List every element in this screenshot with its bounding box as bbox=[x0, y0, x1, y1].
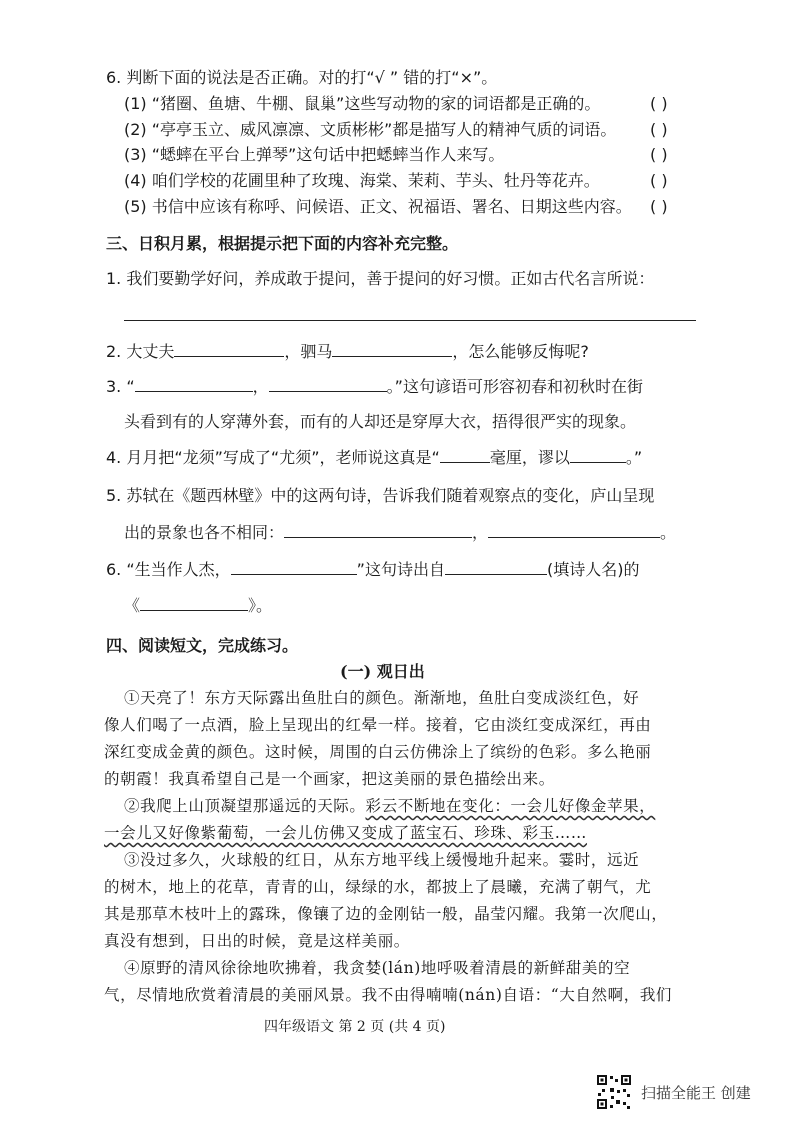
answer-paren-1[interactable]: ( ) bbox=[650, 94, 668, 113]
s3-q3-part-c: 。”这句谚语可形容初春和初秋时在街 bbox=[386, 377, 643, 396]
s3-q3-blank-2[interactable] bbox=[269, 377, 387, 392]
s3-q2-blank-1[interactable] bbox=[174, 342, 284, 357]
q6-item-3: (3) “蟋蟀在平台上弹琴”这句话中把蟋蟀当作人来写。 bbox=[124, 145, 505, 164]
s3-q4-part-a: 4. 月月把“龙须”写成了“尤须”，老师说这真是“ bbox=[106, 448, 440, 467]
q6-item-4: (4) 咱们学校的花圃里种了玫瑰、海棠、茉莉、芋头、牡丹等花卉。 bbox=[124, 171, 600, 190]
p3-line-2: 的树木，地上的花草，青青的山，绿绿的水，都披上了晨曦，充满了朝气，尤 bbox=[104, 878, 652, 896]
p2-underlined-line-2: 一会儿又好像紫葡萄，一会儿仿佛又变成了蓝宝石、珍珠、彩玉…… bbox=[104, 824, 588, 842]
s3-q6-part-c: (填诗人名)的 bbox=[546, 560, 640, 579]
p2-underlined-part-b: 彩云不断地在变化：一会儿好像金苹果， bbox=[365, 797, 656, 815]
s3-q2-part-c: ，怎么能够反悔呢? bbox=[452, 342, 589, 361]
s3-q3-part-b: ， bbox=[252, 377, 269, 396]
q6-item-5: (5) 书信中应该有称呼、问候语、正文、祝福语、署名、日期这些内容。 bbox=[124, 197, 632, 216]
p3-line-3: 其是那草木枝叶上的露珠，像镶了边的金刚钻一般，晶莹闪耀。我第一次爬山， bbox=[104, 905, 668, 923]
p1-line-4: 的朝霞！我真希望自己是一个画家，把这美丽的景色描绘出来。 bbox=[104, 770, 555, 788]
s3-q6-blank-3[interactable] bbox=[140, 596, 248, 611]
p1-line-3: 深红变成金黄的颜色。这时候，周围的白云仿佛涂上了缤纷的色彩。多么艳丽 bbox=[104, 743, 652, 761]
s3-q5-part-b: 出的景象也各不相同： bbox=[124, 523, 285, 542]
q6-stem: 6. 判断下面的说法是否正确。对的打“√ ” 错的打“×”。 bbox=[106, 68, 498, 87]
s3-q1-text: 1. 我们要勤学好问，养成敢于提问，善于提问的好习惯。正如古代名言所说： bbox=[106, 269, 655, 288]
answer-paren-5[interactable]: ( ) bbox=[650, 197, 668, 216]
s3-q6-line-1 bbox=[106, 560, 639, 580]
s3-q5-part-c: ， bbox=[472, 523, 489, 542]
p2-line-1 bbox=[124, 796, 655, 816]
s3-q4-part-c: 。” bbox=[625, 448, 643, 467]
s3-q6-part-a: 6. “生当作人杰， bbox=[106, 560, 231, 579]
s3-q2-blank-2[interactable] bbox=[332, 342, 452, 357]
s3-q5-line-2 bbox=[124, 523, 676, 543]
s3-q4-part-b: 毫厘，谬以 bbox=[489, 448, 570, 467]
p4-line-2: 气，尽情地欣赏着清晨的美丽风景。我不由得喃喃(nán)自语：“大自然啊，我们 bbox=[104, 986, 673, 1004]
s3-q3-line-1 bbox=[106, 377, 643, 397]
s3-q6-blank-1[interactable] bbox=[231, 560, 357, 575]
answer-paren-4[interactable]: ( ) bbox=[650, 171, 668, 190]
s3-q1-blank[interactable] bbox=[124, 320, 696, 321]
s3-q3-part-a: 3. “ bbox=[106, 377, 135, 396]
q6-item-2: (2) “亭亭玉立、威风凛凛、文质彬彬”都是描写人的精神气质的词语。 bbox=[124, 120, 617, 139]
s3-q6-part-d: 《 bbox=[124, 596, 141, 615]
section-3-title: 三、日积月累，根据提示把下面的内容补充完整。 bbox=[106, 234, 459, 253]
q6-item-1: (1) “猪圈、鱼塘、牛棚、鼠巢”这些写动物的家的词语都是正确的。 bbox=[124, 94, 601, 113]
p3-line-4: 真没有想到，日出的时候，竟是这样美丽。 bbox=[104, 932, 410, 950]
section-4-title: 四、阅读短文，完成练习。 bbox=[106, 636, 299, 655]
s3-q5-blank-2[interactable] bbox=[488, 523, 660, 538]
qr-code-icon bbox=[596, 1074, 632, 1110]
s3-q6-part-b: ”这句诗出自 bbox=[356, 560, 445, 579]
s3-q6-blank-2[interactable] bbox=[445, 560, 547, 575]
p2-part-a: ②我爬上山顶凝望那遥远的天际。 bbox=[124, 797, 366, 815]
s3-q2-part-a: 2. 大丈夫 bbox=[106, 342, 175, 361]
p4-line-1: ④原野的清风徐徐地吹拂着，我贪婪(lán)地呼吸着清晨的新鲜甜美的空 bbox=[124, 959, 631, 977]
answer-paren-3[interactable]: ( ) bbox=[650, 145, 668, 164]
p1-line-2: 像人们喝了一点酒，脸上呈现出的红晕一样。接着，它由淡红变成深红，再由 bbox=[104, 716, 652, 734]
s3-q5-blank-1[interactable] bbox=[284, 523, 472, 538]
s3-q4 bbox=[106, 448, 642, 468]
s3-q4-blank-2[interactable] bbox=[570, 448, 626, 463]
s3-q3-blank-1[interactable] bbox=[135, 377, 253, 392]
p3-line-1: ③没过多久，火球般的红日，从东方地平线上缓慢地升起来。霎时，远近 bbox=[124, 851, 640, 869]
scanner-watermark: 扫描全能王 创建 bbox=[641, 1084, 751, 1102]
s3-q6-line-2 bbox=[124, 596, 272, 616]
p1-line-1: ①天亮了！东方天际露出鱼肚白的颜色。渐渐地，鱼肚白变成淡红色，好 bbox=[124, 689, 640, 707]
page-footer: 四年级语文 第 2 页 (共 4 页) bbox=[264, 1019, 446, 1035]
s3-q5-part-d: 。 bbox=[660, 523, 677, 542]
s3-q4-blank-1[interactable] bbox=[440, 448, 490, 463]
passage-title: (一) 观日出 bbox=[340, 662, 425, 681]
answer-paren-2[interactable]: ( ) bbox=[650, 120, 668, 139]
s3-q5-line-1: 5. 苏轼在《题西林壁》中的这两句诗，告诉我们随着观察点的变化，庐山呈现 bbox=[106, 486, 655, 505]
s3-q2 bbox=[106, 342, 589, 362]
s3-q2-part-b: ，驷马 bbox=[284, 342, 333, 361]
s3-q6-part-e: 》。 bbox=[248, 596, 273, 615]
s3-q3-line-2: 头看到有的人穿薄外套，而有的人却还是穿厚大衣，捂得很严实的现象。 bbox=[124, 412, 637, 431]
